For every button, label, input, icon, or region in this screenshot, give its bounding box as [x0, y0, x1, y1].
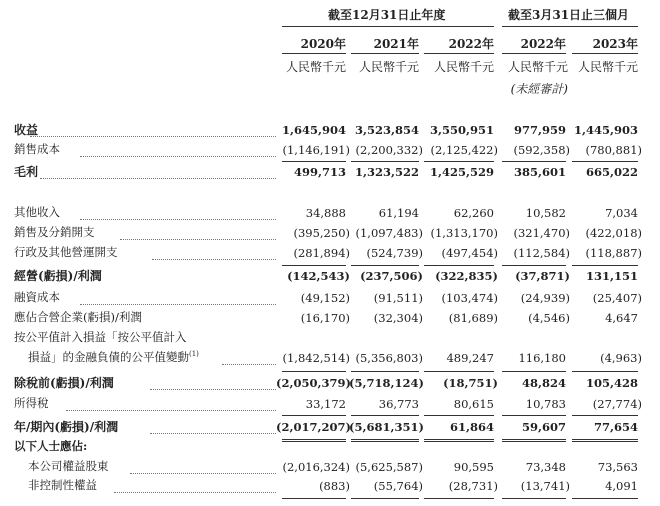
table-row-non-controlling: [0, 477, 660, 497]
cell-q2022: (321,470): [513, 226, 570, 240]
cell-q2022: 48,824: [521, 376, 566, 390]
dot-leader: [150, 389, 276, 390]
cell-2021: (5,681,351): [349, 420, 424, 434]
final-rule-1: [282, 498, 346, 499]
label-text: 損益」的金融負債的公平值變動: [28, 350, 189, 364]
row-label: 經營(虧損)/利潤: [14, 269, 102, 283]
subtotal-rule-5: [572, 415, 638, 416]
subtotal-rule-5: [572, 265, 638, 266]
subtotal-rule-4: [502, 415, 566, 416]
cell-2022: 80,615: [453, 397, 494, 411]
cell-2022: 90,595: [453, 460, 494, 474]
cell-2020: (281,894): [293, 246, 350, 260]
cell-2021: (5,356,803): [355, 351, 423, 365]
cell-2021: 3,523,854: [354, 123, 419, 137]
header-group-year: 截至12月31日止年度: [328, 8, 446, 22]
cell-2020: (142,543): [287, 269, 350, 283]
cell-2020: (1,146,191): [282, 143, 350, 157]
dot-leader: [30, 136, 276, 137]
cell-2020: (395,250): [293, 226, 350, 240]
subtotal-rule-1: [282, 415, 346, 416]
dot-leader: [130, 473, 276, 474]
cell-2022: (2,125,422): [430, 143, 498, 157]
cell-q2022: 59,607: [521, 420, 566, 434]
row-label: 應佔合營企業(虧損)/利潤: [14, 310, 142, 324]
dot-leader: [80, 156, 276, 157]
cell-q2023: 665,022: [585, 165, 638, 179]
cell-q2022: (24,939): [520, 291, 570, 305]
cell-2022: (322,835): [435, 269, 498, 283]
subtotal-rule-1: [282, 371, 346, 372]
subtotal-rule-3: [424, 371, 494, 372]
final-rule-2: [351, 498, 419, 499]
subtotal-rule-2: [351, 371, 419, 372]
dot-leader: [80, 219, 276, 220]
row-label: 融資成本: [14, 290, 60, 304]
row-label: 銷售成本: [14, 142, 60, 156]
subtotal-rule-2: [351, 415, 419, 416]
cell-2022: 489,247: [446, 351, 494, 365]
cell-2020: (2,016,324): [282, 460, 350, 474]
cell-2020: (49,152): [300, 291, 350, 305]
subtotal-rule-3: [424, 415, 494, 416]
table-row-other-income: [0, 204, 660, 224]
table-row-fvtpl-change: [0, 349, 660, 369]
header-group-quarter-rule: [502, 26, 638, 27]
dot-leader: [80, 304, 276, 305]
header-group-year-rule: [282, 26, 494, 27]
dot-leader: [114, 492, 276, 493]
cell-q2023: (27,774): [592, 397, 642, 411]
table-row-fvtpl-label-line1: [0, 329, 660, 349]
header-year-rule-3: [424, 53, 494, 54]
row-label-line2: [28, 349, 199, 365]
row-label: 毛利: [14, 165, 39, 179]
row-label: 以下人士應佔:: [14, 439, 88, 453]
dot-leader: [120, 239, 276, 240]
cell-2021: (524,739): [366, 246, 423, 260]
table-row-net-result: [0, 418, 660, 438]
cell-q2023: 4,647: [605, 311, 638, 325]
dot-leader: [222, 364, 276, 365]
header-year-rule-2: [351, 53, 419, 54]
header-quarter-2023: 2023年: [592, 37, 638, 51]
cell-2020: 34,888: [305, 206, 346, 220]
cell-q2022: (112,584): [513, 246, 570, 260]
cell-2021: (2,200,332): [355, 143, 423, 157]
subtotal-rule-4: [502, 371, 566, 372]
subtotal-rule-3: [424, 265, 494, 266]
header-group-quarter: 截至3月31日止三個月: [508, 8, 630, 22]
cell-2021: 61,194: [378, 206, 419, 220]
row-label: 所得稅: [14, 396, 49, 410]
cell-2022: (103,474): [441, 291, 498, 305]
subtotal-rule-1: [282, 161, 346, 162]
footnote-marker: (1): [189, 350, 199, 359]
cell-2020: 33,172: [305, 397, 346, 411]
header-year-rule-4: [502, 53, 566, 54]
header-unit-3: 人民幣千元: [433, 60, 494, 74]
table-row-revenue: [0, 121, 660, 141]
cell-2021: (237,506): [360, 269, 423, 283]
cell-q2023: (780,881): [585, 143, 642, 157]
cell-2021: (55,764): [373, 479, 423, 493]
header-unit-5: 人民幣千元: [577, 60, 638, 74]
table-row-gross-profit: [0, 163, 660, 183]
cell-2021: (5,718,124): [349, 376, 424, 390]
row-label: 銷售及分銷開支: [14, 225, 95, 239]
cell-2022: (497,454): [441, 246, 498, 260]
cell-q2022: (37,871): [515, 269, 570, 283]
cell-2021: (1,097,483): [355, 226, 423, 240]
header-year-rule-5: [572, 53, 638, 54]
cell-q2022: (4,546): [528, 311, 570, 325]
cell-2022: (1,313,170): [430, 226, 498, 240]
row-label: 行政及其他營運開支: [14, 245, 118, 259]
cell-2020: (16,170): [300, 311, 350, 325]
table-row-admin-expenses: [0, 244, 660, 264]
cell-2021: (5,625,587): [355, 460, 423, 474]
cell-2021: (91,511): [373, 291, 423, 305]
cell-2020: (883): [319, 479, 350, 493]
cell-q2023: 77,654: [593, 420, 638, 434]
table-row-finance-costs: [0, 289, 660, 309]
cell-q2023: 4,091: [605, 479, 638, 493]
row-label: 本公司權益股東: [28, 459, 109, 473]
subtotal-rule-2: [351, 161, 419, 162]
cell-2022: (81,689): [448, 311, 498, 325]
cell-2022: (18,751): [443, 376, 498, 390]
header-year-2020: 2020年: [300, 37, 346, 51]
subtotal-rule-5: [572, 371, 638, 372]
cell-q2022: 385,601: [513, 165, 566, 179]
row-label: 收益: [14, 123, 39, 137]
cell-q2023: 73,563: [597, 460, 638, 474]
header-unit-1: 人民幣千元: [285, 60, 346, 74]
row-label: 其他收入: [14, 205, 60, 219]
subtotal-rule-2: [351, 265, 419, 266]
final-rule-4: [502, 498, 566, 499]
dot-leader: [66, 410, 276, 411]
cell-q2022: (592,358): [513, 143, 570, 157]
cell-q2023: (4,963): [600, 351, 642, 365]
cell-q2022: 116,180: [518, 351, 566, 365]
subtotal-rule-5: [572, 161, 638, 162]
dot-leader: [40, 178, 276, 179]
row-label: 年/期內(虧損)/利潤: [14, 420, 119, 434]
cell-2020: 499,713: [293, 165, 346, 179]
cell-2020: (1,842,514): [282, 351, 350, 365]
cell-q2023: (118,887): [585, 246, 642, 260]
dot-leader: [150, 433, 276, 434]
dot-leader: [152, 259, 276, 260]
row-label-line1: 按公平值計入損益「按公平值計入: [14, 330, 187, 344]
table-row-equity-shareholders: [0, 458, 660, 478]
cell-q2023: (25,407): [592, 291, 642, 305]
subtotal-rule-1: [282, 265, 346, 266]
cell-q2023: 1,445,903: [573, 123, 638, 137]
cell-q2023: 105,428: [585, 376, 638, 390]
header-year-rule-1: [282, 53, 346, 54]
cell-2020: 1,645,904: [281, 123, 346, 137]
cell-q2022: 10,783: [525, 397, 566, 411]
subtotal-rule-4: [502, 161, 566, 162]
cell-2022: (28,731): [448, 479, 498, 493]
subtotal-rule-3: [424, 161, 494, 162]
table-row-operating-result: [0, 267, 660, 287]
table-row-attributable-heading: [0, 438, 660, 458]
cell-2022: 62,260: [453, 206, 494, 220]
cell-2021: 1,323,522: [354, 165, 419, 179]
cell-q2022: (13,741): [520, 479, 570, 493]
cell-q2022: 73,348: [525, 460, 566, 474]
cell-q2023: 131,151: [585, 269, 638, 283]
final-rule-3: [424, 498, 494, 499]
cell-q2022: 977,959: [513, 123, 566, 137]
header-unaudited-note: (未經審計): [510, 82, 568, 96]
final-rule-5: [572, 498, 638, 499]
header-year-2021: 2021年: [373, 37, 419, 51]
cell-2020: (2,050,379): [276, 376, 351, 390]
header-year-2022: 2022年: [448, 37, 494, 51]
row-label: 除稅前(虧損)/利潤: [14, 376, 114, 390]
cell-2020: (2,017,207): [276, 420, 351, 434]
table-row-selling-expenses: [0, 224, 660, 244]
row-label: 非控制性權益: [28, 478, 97, 492]
header-quarter-2022: 2022年: [520, 37, 566, 51]
header-unit-2: 人民幣千元: [358, 60, 419, 74]
table-row-cost-of-sales: [0, 141, 660, 161]
table-row-income-tax: [0, 395, 660, 415]
cell-2022: 3,550,951: [429, 123, 494, 137]
cell-2021: 36,773: [378, 397, 419, 411]
cell-2021: (32,304): [373, 311, 423, 325]
cell-q2022: 10,582: [525, 206, 566, 220]
cell-q2023: (422,018): [585, 226, 642, 240]
header-unit-4: 人民幣千元: [507, 60, 568, 74]
table-row-share-of-jv: [0, 309, 660, 329]
cell-2022: 1,425,529: [429, 165, 494, 179]
subtotal-rule-4: [502, 265, 566, 266]
table-row-pretax-result: [0, 374, 660, 394]
cell-q2023: 7,034: [605, 206, 638, 220]
cell-2022: 61,864: [449, 420, 494, 434]
